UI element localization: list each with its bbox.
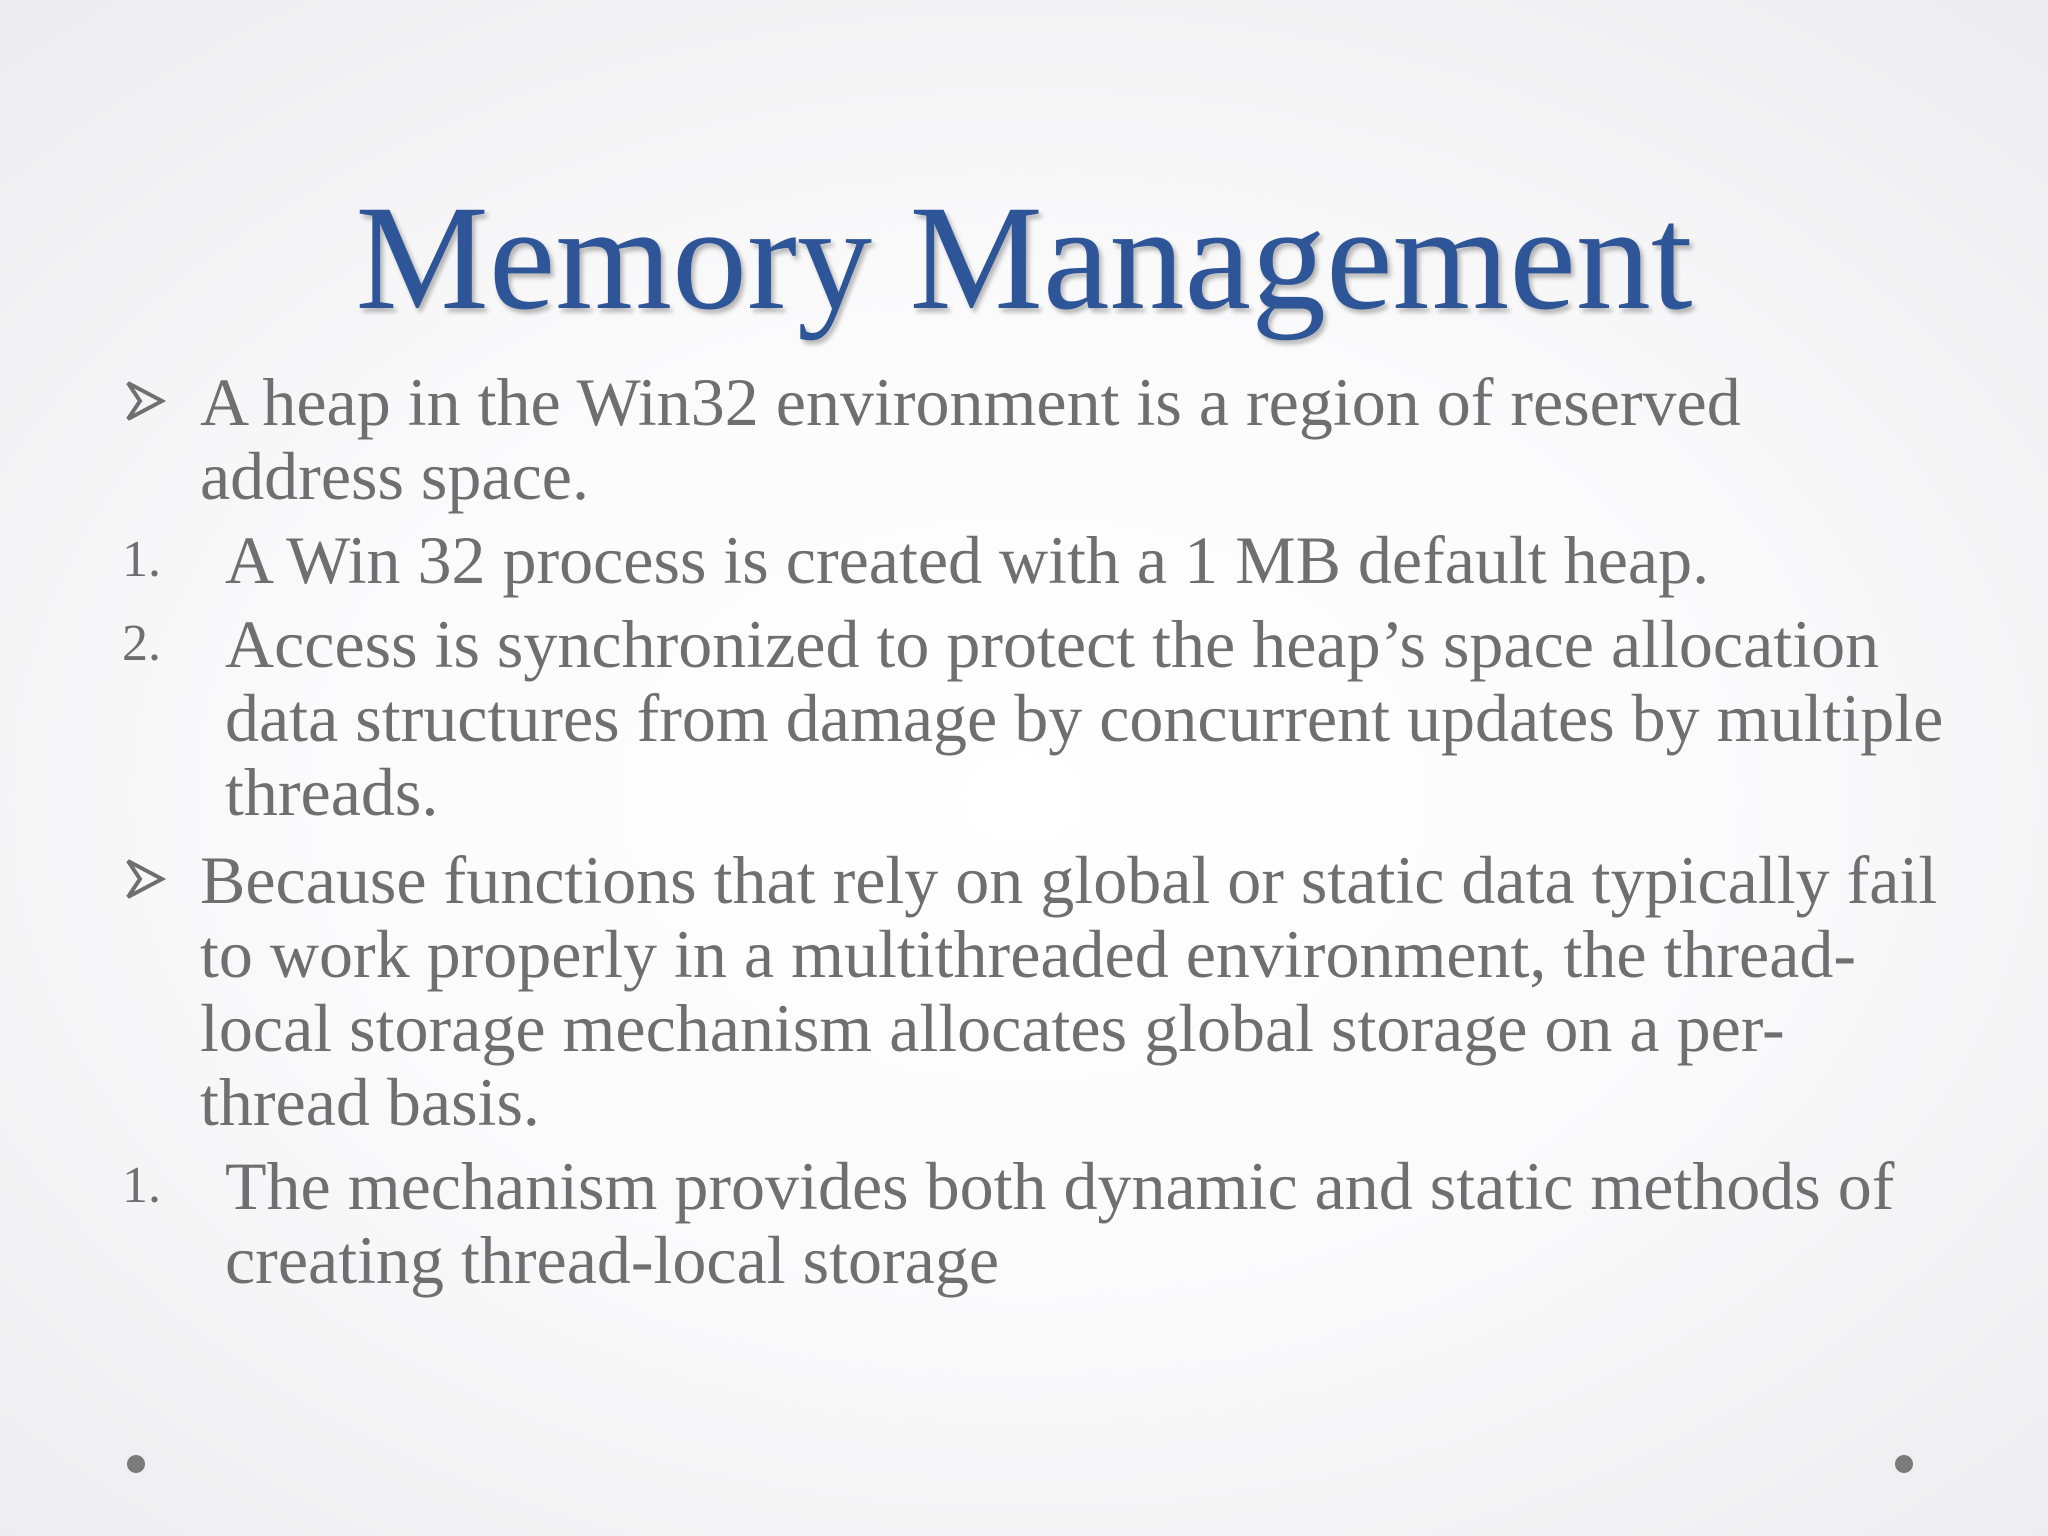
numbered-item-synchronized (120, 607, 1950, 829)
list-number: 2. (122, 615, 161, 672)
slide-body (120, 365, 1950, 1297)
corner-dot-right (1895, 1455, 1913, 1473)
numbered-item-mechanism (120, 1149, 1950, 1297)
arrow-bullet-icon (124, 857, 166, 901)
bullet-item-thread-local (120, 843, 1950, 1139)
bullet-item-heap (120, 365, 1950, 513)
list-number: 1. (122, 531, 161, 588)
item-text: The mechanism provides both dynamic and static methods of creating thread-local storage (225, 1148, 1895, 1298)
corner-dot-left (127, 1455, 145, 1473)
bullet-text: A heap in the Win32 environment is a region of reserved address space. (200, 364, 1741, 514)
item-text: A Win 32 process is created with a 1 MB default heap. (225, 522, 1710, 598)
numbered-item-default-heap (120, 523, 1950, 597)
arrow-bullet-icon (124, 379, 166, 423)
list-number: 1. (122, 1157, 161, 1214)
slide-title: Memory Management (355, 175, 1693, 341)
bullet-text: Because functions that rely on global or static data typically fail to work properly in a multithreaded environment, the thread-local storage mechanism allocates global storage on a per-thread basis. (200, 842, 1938, 1140)
item-text: Access is synchronized to protect the heap’s space allocation data structures from damage by concurrent updates by multiple threads. (225, 606, 1944, 830)
